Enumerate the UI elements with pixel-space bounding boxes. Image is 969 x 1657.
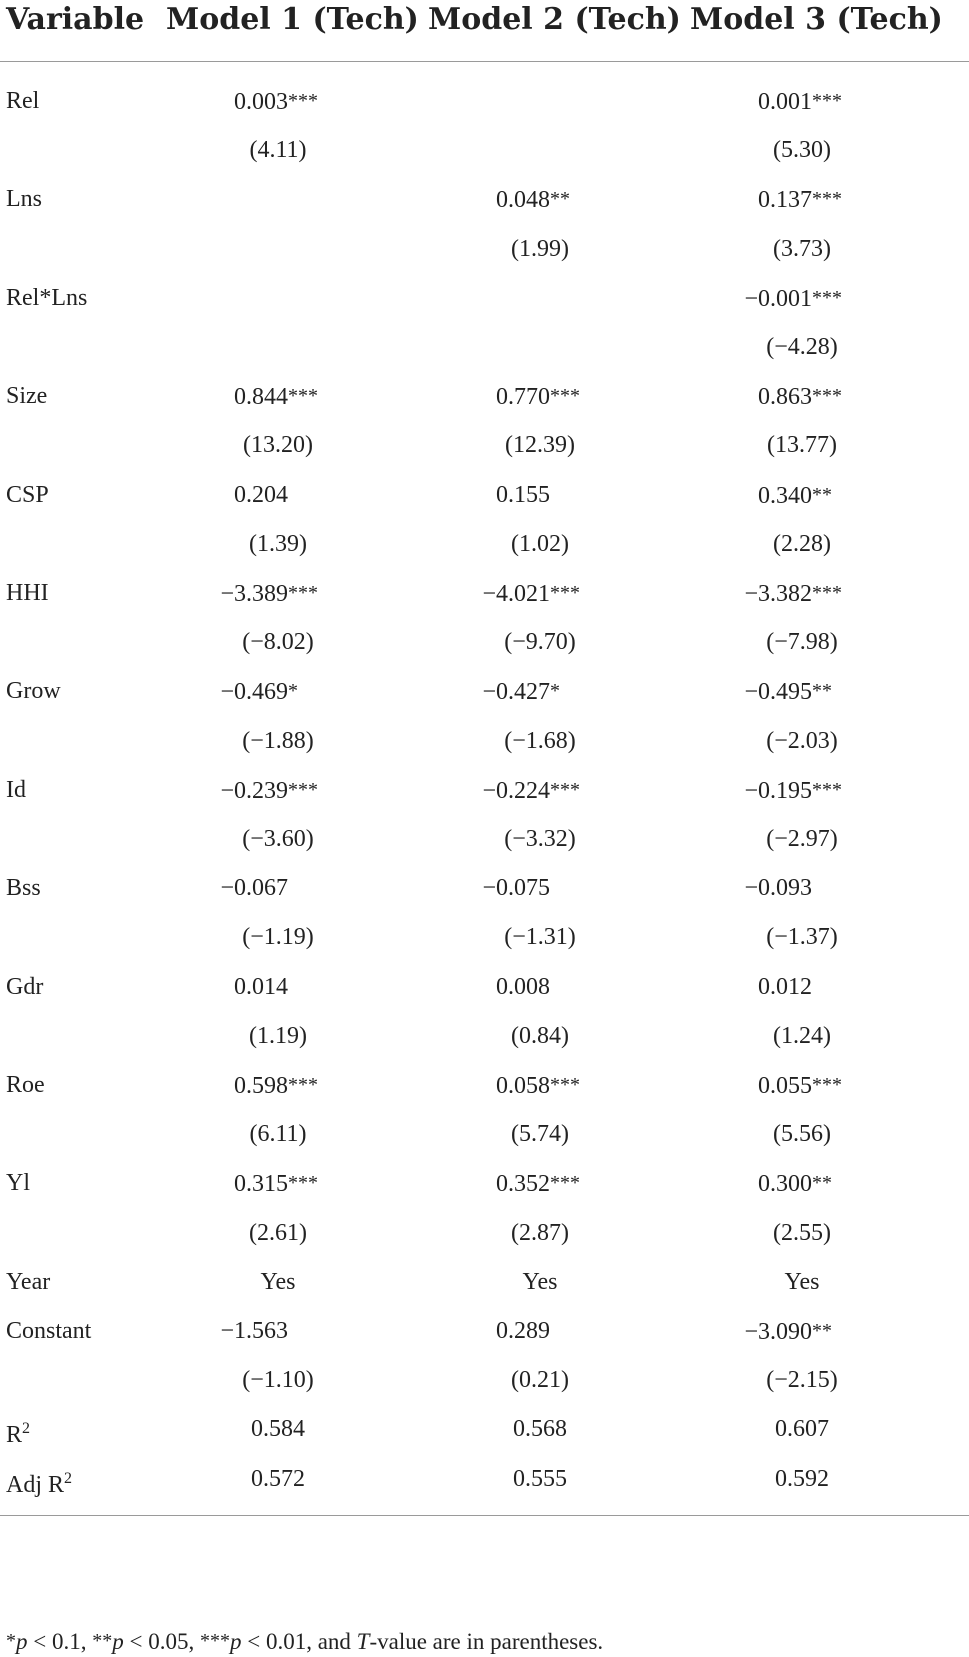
t-value-cell: (−7.98) bbox=[766, 629, 838, 656]
table-row-adj-r2 bbox=[0, 1454, 969, 1504]
significance-stars: * bbox=[550, 680, 560, 703]
coef-cell bbox=[384, 1060, 584, 1111]
coef-cell bbox=[384, 371, 584, 422]
variable-label: Roe bbox=[6, 1072, 45, 1098]
coef-cell bbox=[646, 666, 846, 717]
t-value-cell: (12.39) bbox=[505, 432, 575, 459]
coef-value: −0.239 bbox=[220, 777, 288, 804]
table-row-constant-tvalues bbox=[0, 1355, 969, 1405]
coef-value: 0.352 bbox=[496, 1171, 550, 1198]
table-row bbox=[0, 371, 969, 421]
table-row-r2 bbox=[0, 1404, 969, 1454]
significance-stars: *** bbox=[288, 385, 318, 408]
significance-stars: *** bbox=[550, 778, 580, 801]
header-model-1: Model 1 (Tech) bbox=[166, 2, 419, 37]
footnote-t-note: -value are in parentheses. bbox=[369, 1629, 604, 1654]
significance-stars: *** bbox=[550, 1172, 580, 1195]
coef-cell bbox=[384, 174, 584, 225]
t-value-cell: (1.24) bbox=[773, 1022, 831, 1049]
coef-value: −3.389 bbox=[220, 581, 288, 607]
coef-cell bbox=[646, 962, 846, 1012]
coef-cell bbox=[646, 273, 846, 324]
table-row bbox=[0, 174, 969, 224]
bottom-rule bbox=[0, 1515, 969, 1516]
table-row-tvalues bbox=[0, 814, 969, 864]
variable-label bbox=[6, 1454, 72, 1510]
header-model-3: Model 3 (Tech) bbox=[690, 2, 943, 37]
t-value-cell: (−1.31) bbox=[504, 924, 576, 951]
year-cell: Yes bbox=[522, 1268, 558, 1295]
coef-value: 0.012 bbox=[758, 973, 812, 1000]
t-value-cell: (2.87) bbox=[511, 1219, 569, 1246]
stat-label: Adj R bbox=[6, 1471, 65, 1498]
t-value-cell: (2.61) bbox=[249, 1219, 307, 1246]
t-value-cell: (−2.15) bbox=[766, 1367, 838, 1394]
coef-cell bbox=[122, 273, 322, 323]
table-header bbox=[0, 0, 969, 62]
coef-cell bbox=[122, 962, 322, 1012]
footnote-threshold-2: < 0.05, bbox=[123, 1629, 200, 1654]
coef-cell bbox=[122, 76, 322, 127]
footnote-threshold-1: < 0.1, bbox=[27, 1629, 93, 1654]
variable-label: Constant bbox=[6, 1318, 92, 1344]
t-value-cell: (13.20) bbox=[243, 432, 313, 459]
coef-value: 0.770 bbox=[496, 384, 550, 411]
table-row bbox=[0, 666, 969, 716]
significance-stars: ** bbox=[812, 1320, 832, 1342]
coef-value: 0.014 bbox=[234, 973, 288, 1000]
table-row-tvalues bbox=[0, 617, 969, 667]
t-value-cell: (−1.10) bbox=[242, 1367, 314, 1394]
t-value-cell: (−1.88) bbox=[242, 727, 314, 754]
coef-value: −1.563 bbox=[220, 1318, 288, 1344]
coef-value: 0.315 bbox=[234, 1171, 288, 1198]
coef-cell bbox=[122, 666, 322, 717]
coef-value: −3.090 bbox=[744, 1319, 812, 1345]
coef-cell bbox=[122, 470, 322, 520]
coef-value: 0.137 bbox=[758, 187, 812, 214]
coef-value: −0.469 bbox=[220, 679, 288, 706]
stat-cell: 0.584 bbox=[251, 1416, 305, 1443]
coef-cell bbox=[384, 1306, 584, 1356]
coef-value: 0.155 bbox=[496, 481, 550, 508]
header-variable: Variable bbox=[6, 2, 145, 37]
significance-stars: *** bbox=[288, 1172, 318, 1195]
variable-label: Rel bbox=[6, 88, 40, 114]
t-value-cell: (1.39) bbox=[249, 530, 307, 557]
significance-stars: *** bbox=[550, 1074, 580, 1096]
t-value-cell: (−1.19) bbox=[242, 924, 314, 951]
coef-value: −0.427 bbox=[482, 679, 550, 706]
table-row bbox=[0, 962, 969, 1012]
significance-stars: *** bbox=[288, 90, 318, 112]
coef-cell bbox=[384, 470, 584, 520]
coef-value: −0.067 bbox=[220, 875, 288, 902]
coef-cell bbox=[122, 568, 322, 619]
footnote-t: T bbox=[356, 1629, 370, 1654]
variable-label: Lns bbox=[6, 186, 42, 213]
t-value-cell: (5.74) bbox=[511, 1121, 569, 1148]
table-row bbox=[0, 1158, 969, 1208]
superscript: 2 bbox=[64, 1469, 73, 1487]
coef-value: 0.008 bbox=[496, 973, 550, 1000]
significance-stars: ** bbox=[812, 1172, 832, 1195]
table-row-tvalues bbox=[0, 125, 969, 175]
table-row bbox=[0, 76, 969, 126]
t-value-cell: (3.73) bbox=[773, 235, 831, 262]
coef-value: 0.844 bbox=[234, 384, 288, 411]
variable-label: Yl bbox=[6, 1170, 30, 1197]
variable-label: Rel*Lns bbox=[6, 284, 88, 311]
variable-label: Bss bbox=[6, 875, 41, 902]
significance-stars: *** bbox=[288, 582, 318, 604]
table-row bbox=[0, 1060, 969, 1110]
coef-cell bbox=[646, 863, 846, 913]
table-row-tvalues bbox=[0, 420, 969, 470]
significance-stars: *** bbox=[812, 385, 842, 408]
footnote-star-1: * bbox=[6, 1630, 16, 1652]
significance-stars: *** bbox=[812, 188, 842, 211]
coef-cell bbox=[646, 1158, 846, 1209]
coef-value: −0.195 bbox=[744, 777, 812, 804]
t-value-cell: (1.99) bbox=[511, 235, 569, 262]
coef-value: 0.058 bbox=[496, 1073, 550, 1099]
significance-stars: *** bbox=[812, 778, 842, 801]
coef-cell bbox=[384, 765, 584, 816]
table-row-tvalues bbox=[0, 322, 969, 372]
coef-cell bbox=[646, 1060, 846, 1111]
t-value-cell: (−2.97) bbox=[766, 826, 838, 852]
t-value-cell: (13.77) bbox=[767, 432, 837, 459]
coef-value: 0.300 bbox=[758, 1171, 812, 1198]
t-value-cell: (−1.37) bbox=[766, 924, 838, 951]
table-row-tvalues bbox=[0, 1011, 969, 1061]
stat-cell: 0.607 bbox=[775, 1416, 829, 1443]
stat-cell: 0.572 bbox=[251, 1465, 305, 1492]
coef-cell bbox=[646, 371, 846, 422]
coef-cell bbox=[122, 1060, 322, 1111]
table-row-tvalues bbox=[0, 1109, 969, 1159]
coef-cell bbox=[646, 568, 846, 619]
t-value-cell: (2.28) bbox=[773, 530, 831, 557]
table-row bbox=[0, 470, 969, 520]
footnote bbox=[6, 1626, 603, 1657]
significance-stars: *** bbox=[550, 385, 580, 408]
t-value-cell: (−8.02) bbox=[242, 629, 314, 656]
variable-label: Size bbox=[6, 383, 48, 410]
t-value-cell: (1.19) bbox=[249, 1022, 307, 1049]
coef-cell bbox=[384, 76, 584, 126]
coef-value: −0.224 bbox=[482, 777, 550, 804]
table-row bbox=[0, 863, 969, 913]
coef-value: 0.048 bbox=[496, 187, 550, 214]
table-row-tvalues bbox=[0, 519, 969, 569]
footnote-star-3: *** bbox=[199, 1630, 230, 1652]
t-value-cell: (−9.70) bbox=[504, 629, 576, 656]
coef-value: 0.598 bbox=[234, 1073, 288, 1099]
coef-cell bbox=[384, 1158, 584, 1209]
t-value-cell: (−2.03) bbox=[766, 727, 838, 754]
footnote-p-2: p bbox=[112, 1629, 124, 1654]
stat-cell: 0.555 bbox=[513, 1465, 567, 1492]
year-cell: Yes bbox=[784, 1268, 820, 1295]
coef-value: −0.075 bbox=[482, 875, 550, 902]
significance-stars: *** bbox=[812, 582, 842, 604]
t-value-cell: (5.30) bbox=[773, 137, 831, 164]
footnote-star-2: ** bbox=[92, 1630, 113, 1652]
variable-label bbox=[6, 1404, 30, 1460]
variable-label: Gdr bbox=[6, 973, 44, 1000]
t-value-cell: (−3.32) bbox=[504, 826, 576, 852]
table-row-tvalues bbox=[0, 716, 969, 766]
footnote-threshold-3: < 0.01, and bbox=[241, 1629, 357, 1654]
header-rule bbox=[0, 61, 969, 62]
significance-stars: *** bbox=[812, 1074, 842, 1096]
coef-value: 0.340 bbox=[758, 482, 812, 509]
t-value-cell: (1.02) bbox=[511, 530, 569, 557]
coef-value: −0.001 bbox=[744, 285, 812, 312]
coef-value: 0.204 bbox=[234, 481, 288, 508]
t-value-cell: (−1.68) bbox=[504, 727, 576, 754]
table-row-year bbox=[0, 1257, 969, 1307]
significance-stars: *** bbox=[288, 778, 318, 801]
footnote-p-1: p bbox=[16, 1629, 28, 1654]
t-value-cell: (0.21) bbox=[511, 1367, 569, 1394]
variable-label: Grow bbox=[6, 678, 61, 705]
t-value-cell: (−4.28) bbox=[766, 334, 838, 360]
coef-cell bbox=[122, 765, 322, 816]
variable-label: Id bbox=[6, 776, 26, 803]
table-row-tvalues bbox=[0, 224, 969, 274]
significance-stars: ** bbox=[550, 188, 570, 211]
significance-stars: *** bbox=[812, 90, 842, 112]
coef-cell bbox=[122, 863, 322, 913]
significance-stars: *** bbox=[550, 582, 580, 604]
coef-cell bbox=[384, 568, 584, 619]
t-value-cell: (4.11) bbox=[249, 137, 307, 164]
t-value-cell: (0.84) bbox=[511, 1022, 569, 1049]
coef-value: −3.382 bbox=[744, 581, 812, 607]
coef-value: 0.055 bbox=[758, 1073, 812, 1099]
coef-value: 0.003 bbox=[234, 89, 288, 115]
coef-cell bbox=[122, 1158, 322, 1209]
coef-cell bbox=[646, 1306, 846, 1357]
coef-cell bbox=[384, 666, 584, 717]
significance-stars: *** bbox=[288, 1074, 318, 1096]
coef-value: −0.093 bbox=[744, 875, 812, 902]
coef-value: −0.495 bbox=[744, 679, 812, 706]
table-row bbox=[0, 765, 969, 815]
significance-stars: *** bbox=[812, 286, 842, 309]
coef-cell bbox=[646, 765, 846, 816]
coef-cell bbox=[646, 470, 846, 521]
coef-cell bbox=[122, 1306, 322, 1356]
footnote-p-3: p bbox=[229, 1629, 242, 1654]
variable-label: CSP bbox=[6, 481, 49, 508]
coef-cell bbox=[384, 863, 584, 913]
significance-stars: ** bbox=[812, 680, 832, 703]
coef-cell bbox=[122, 371, 322, 422]
superscript: 2 bbox=[22, 1420, 31, 1438]
table-row bbox=[0, 568, 969, 618]
variable-label: Year bbox=[6, 1268, 51, 1295]
coef-cell bbox=[646, 76, 846, 127]
table-row bbox=[0, 273, 969, 323]
year-cell: Yes bbox=[260, 1268, 296, 1295]
t-value-cell: (2.55) bbox=[773, 1219, 831, 1246]
table-row-tvalues bbox=[0, 1208, 969, 1258]
t-value-cell: (5.56) bbox=[773, 1121, 831, 1148]
coef-value: 0.289 bbox=[496, 1318, 550, 1344]
significance-stars: ** bbox=[812, 483, 832, 506]
header-model-2: Model 2 (Tech) bbox=[428, 2, 681, 37]
significance-stars: * bbox=[288, 680, 298, 703]
stat-cell: 0.592 bbox=[775, 1465, 829, 1492]
coef-value: 0.863 bbox=[758, 384, 812, 411]
coef-cell bbox=[384, 962, 584, 1012]
coef-value: −4.021 bbox=[482, 581, 550, 607]
table-row-constant bbox=[0, 1306, 969, 1356]
variable-label: HHI bbox=[6, 580, 49, 606]
table-row-tvalues bbox=[0, 912, 969, 962]
coef-cell bbox=[122, 174, 322, 224]
coef-value: 0.001 bbox=[758, 89, 812, 115]
stat-label: R bbox=[6, 1422, 23, 1449]
t-value-cell: (−3.60) bbox=[242, 826, 314, 852]
coef-cell bbox=[384, 273, 584, 323]
t-value-cell: (6.11) bbox=[249, 1121, 307, 1148]
stat-cell: 0.568 bbox=[513, 1416, 567, 1443]
coef-cell bbox=[646, 174, 846, 225]
